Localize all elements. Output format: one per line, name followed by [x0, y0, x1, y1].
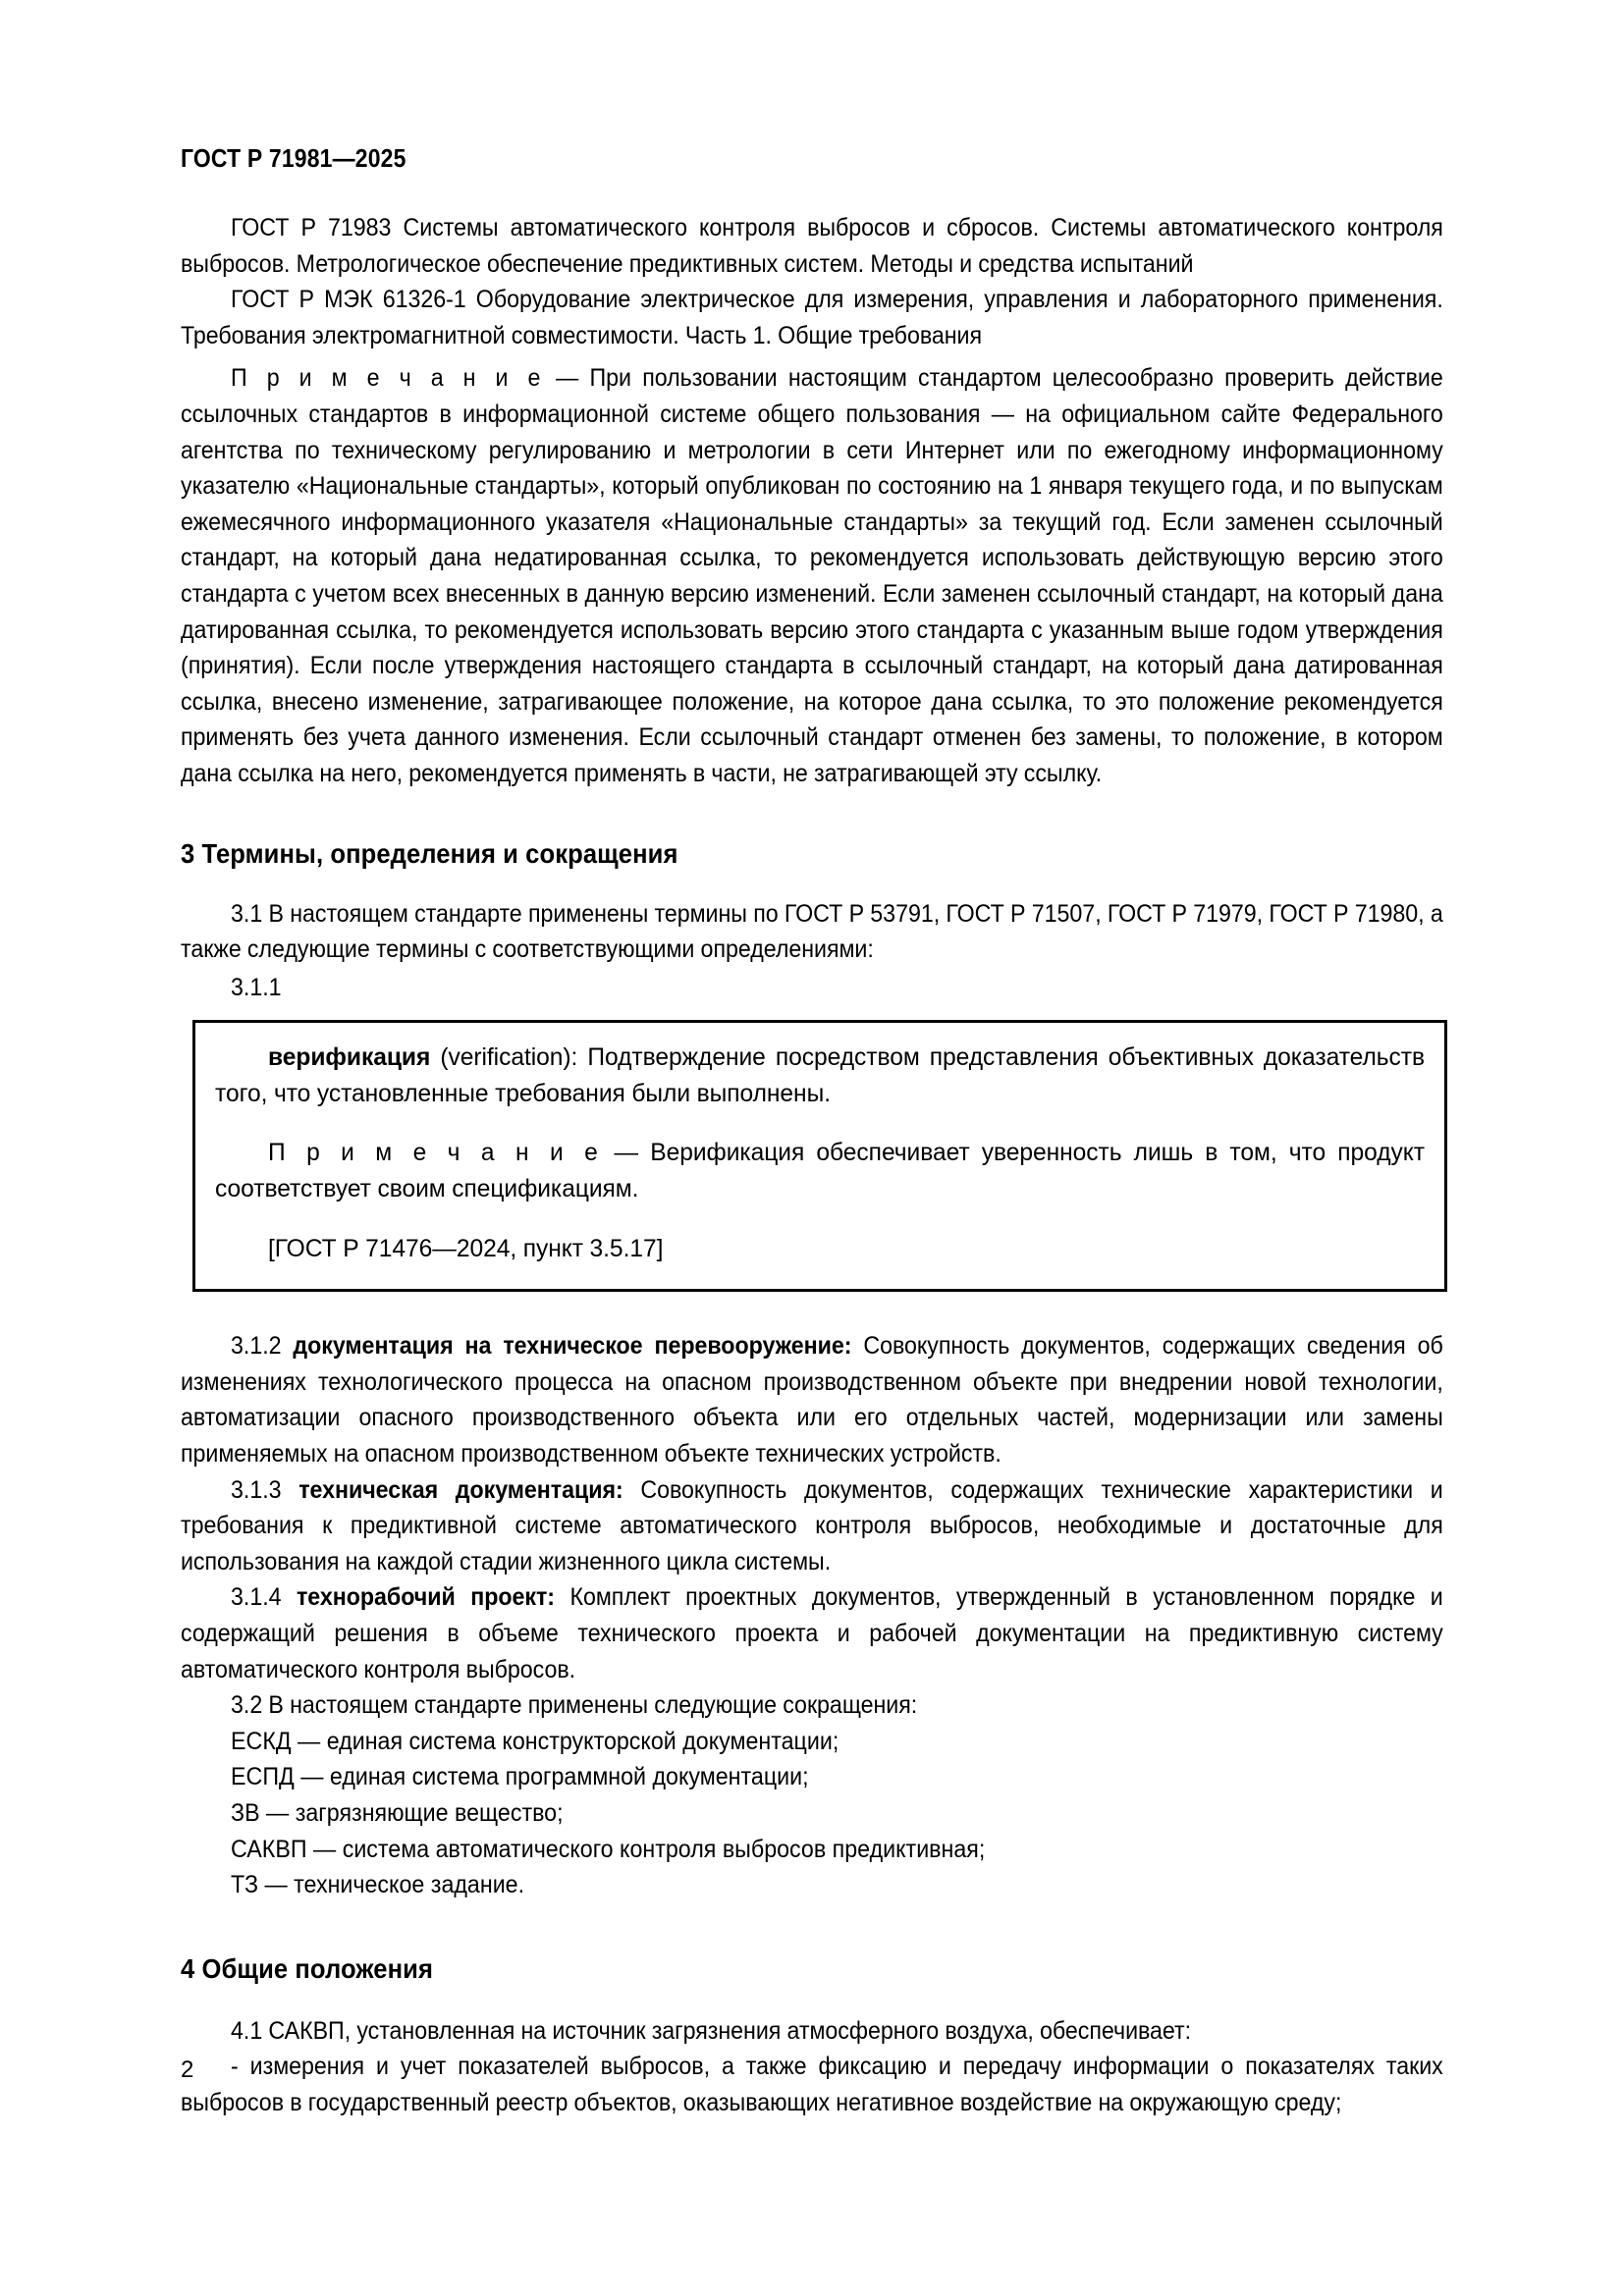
definition-note-body: Верификация обеспечивает уверенность лишь в том, что продукт соответствует своим спецификациям. — [215, 1140, 1425, 1203]
references-note — [181, 361, 1443, 792]
note-body: При пользовании настоящим стандартом целесообразно проверить действие ссылочных стандартов в информационной системе общего пользования — на официальном сайте Федерального агентства по техническому регулированию и метрологии в сети Интернет или по ежегодному информационному указателю «Национальные стандарты», который опубликован по состоянию на 1 января текущего года, и по выпускам ежемесячного информационного указателя «Национальные стандарты» за текущий год. Если заменен ссылочный стандарт, на который дана недатированная ссылка, то рекомендуется использовать действующую версию этого стандарта с учетом всех внесенных в данную версию изменений. Если заменен ссылочный стандарт, на который дана датированная ссылка, то рекомендуется использовать версию этого стандарта с указанным выше годом утверждения (принятия). Если после утверждения настоящего стандарта в ссылочный стандарт, на который дана датированная ссылка, внесено изменение, затрагивающее положение, на которое дана ссылка, то это положение рекомендуется применять без учета данного изменения. Если ссылочный стандарт отменен без замены, то положение, в котором дана ссылка на него, рекомендуется применять в части, не затрагивающей эту ссылку. — [181, 365, 1443, 787]
note-label: П р и м е ч а н и е — [231, 365, 545, 393]
abbreviation-item: ТЗ — техническое задание. — [231, 1872, 525, 1899]
term-entry-3-1-4 — [181, 1580, 1443, 1688]
definition-note — [215, 1136, 1425, 1207]
term-number-3-1-3: 3.1.3 — [231, 1476, 299, 1504]
running-head: ГОСТ Р 71981—2025 — [181, 145, 406, 173]
term-entry-3-1-2 — [181, 1329, 1443, 1472]
abbreviation-item: ЕСПД — единая система программной документации; — [231, 1764, 809, 1791]
term-number-3-1-2: 3.1.2 — [231, 1333, 294, 1361]
abbreviation-item: ЗВ — загрязняющие вещество; — [231, 1799, 564, 1827]
term-name-3-1-3: техническая документация: — [298, 1476, 623, 1504]
clause-4-1-bullet-1: - измерения и учет показателей выбросов, а также фиксацию и передачу информации о показателях таких выбросов в государственный реестр объектов, оказывающих негативное воздействие на окружающую среду; — [181, 2054, 1443, 2116]
page-number: 2 — [181, 2056, 194, 2083]
reference-entry-71983: ГОСТ Р 71983 Системы автоматического контроля выбросов и сбросов. Системы автоматического контроля выбросов. Метрологическое обеспечение предиктивных систем. Методы и средства испытаний — [181, 215, 1443, 278]
definition-term: верификация — [268, 1044, 431, 1072]
term-entry-3-1-3 — [181, 1473, 1443, 1581]
definition-source: [ГОСТ Р 71476—2024, пункт 3.5.17] — [268, 1235, 664, 1262]
abbreviation-item: САКВП — система автоматического контроля выбросов предиктивная; — [231, 1836, 986, 1863]
definition-note-label: П р и м е ч а н и е — [268, 1140, 603, 1167]
term-definition-3-1-2: Совокупность документов, содержащих сведения об изменениях технологического процесса на опасном производственном объекте при внедрении новой технологии, автоматизации опасного производственного объекта или его отдельных частей, модернизации или замены применяемых на опасном производственном объекте технических устройств. — [181, 1333, 1443, 1468]
note-dash: — — [544, 365, 590, 393]
reference-entry-61326: ГОСТ Р МЭК 61326-1 Оборудование электрическое для измерения, управления и лабораторного применения. Требования электромагнитной совместимости. Часть 1. Общие требования — [181, 287, 1443, 349]
term-definition-3-1-4: Комплект проектных документов, утвержденный в установленном порядке и содержащий решения в объеме технического проекта и рабочей документации на предиктивную систему автоматического контроля выбросов. — [181, 1584, 1443, 1683]
definition-term-en: (verification): — [430, 1044, 588, 1072]
term-name-3-1-4: технорабочий проект: — [296, 1584, 555, 1612]
term-definition-3-1-3: Совокупность документов, содержащих технические характеристики и требования к предиктивной системе автоматического контроля выбросов, необходимые и достаточные для использования на каждой стадии жизненного цикла системы. — [181, 1476, 1443, 1575]
abbreviation-item: ЕСКД — единая система конструкторской документации; — [231, 1728, 839, 1755]
abbreviation-list — [181, 1725, 1443, 1904]
clause-number-3-1-1: 3.1.1 — [231, 974, 282, 1001]
section-heading-3: 3 Термины, определения и сокращения — [181, 837, 678, 869]
clause-3-1: 3.1 В настоящем стандарте применены термины по ГОСТ Р 53791, ГОСТ Р 71507, ГОСТ Р 71979, ГОСТ Р 71980, а также следующие термины с соответствующими определениями: — [181, 900, 1443, 964]
definition-box — [192, 1020, 1447, 1292]
clause-3-2: 3.2 В настоящем стандарте применены следующие сокращения: — [231, 1692, 918, 1720]
definition-note-dash: — — [602, 1140, 651, 1167]
clause-4-1: 4.1 САКВП, установленная на источник загрязнения атмосферного воздуха, обеспечивает: — [231, 2017, 1192, 2045]
term-name-3-1-2: документация на техническое перевооружение: — [293, 1333, 852, 1361]
page-content — [181, 211, 1443, 2122]
section-heading-4: 4 Общие положения — [181, 1952, 433, 1984]
definition-main — [215, 1041, 1425, 1112]
definition-text: Подтверждение посредством представления объективных доказательств того, что установленные требования были выполнены. — [215, 1044, 1426, 1107]
term-number-3-1-4: 3.1.4 — [231, 1584, 297, 1612]
